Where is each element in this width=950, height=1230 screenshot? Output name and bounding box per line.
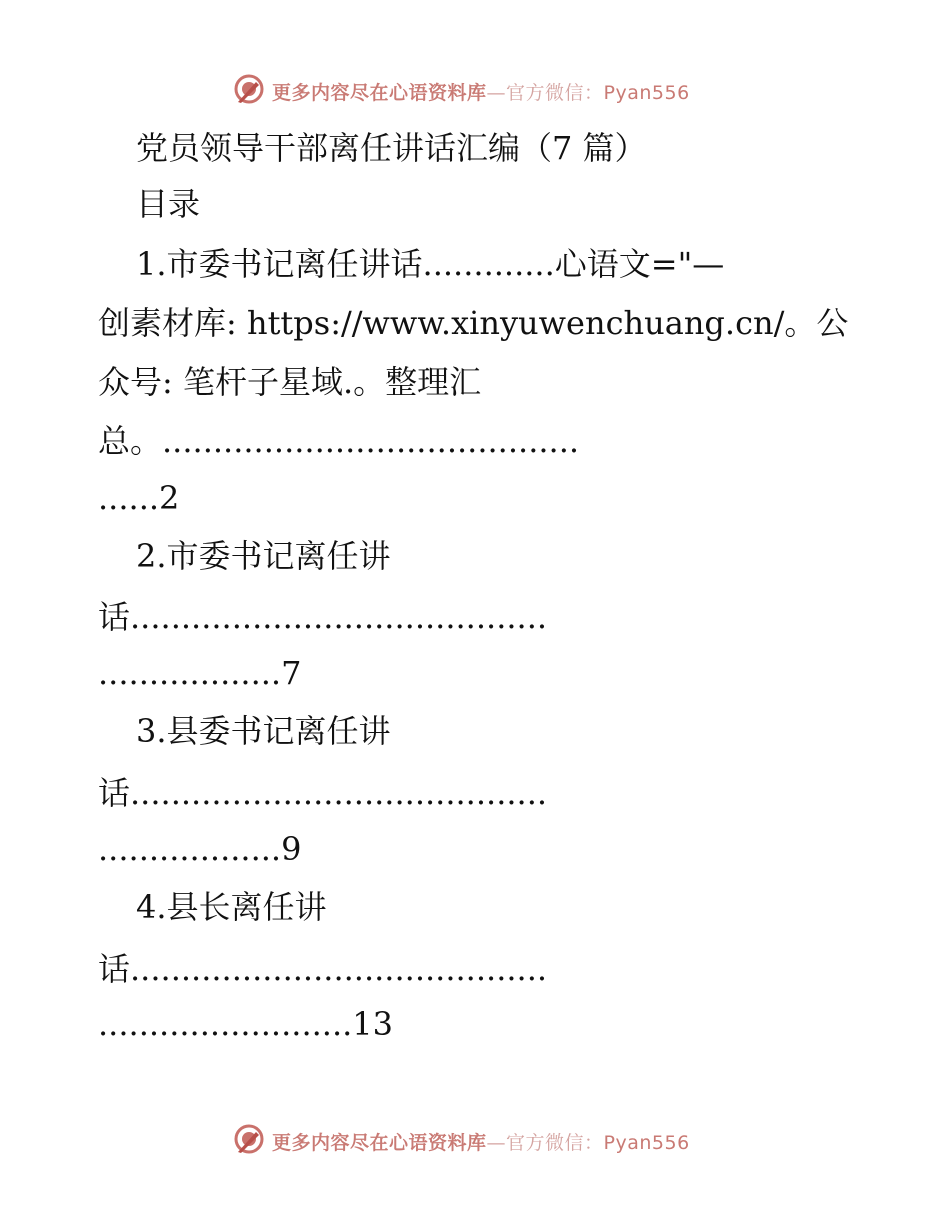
banner-wechat-id: Pyan556 xyxy=(603,1132,690,1154)
banner-wechat-label: 官方微信： xyxy=(506,1132,604,1154)
toc-line: 1.市委书记离任讲话.............心语文="— xyxy=(136,245,725,283)
toc-line: 总。......................................... xyxy=(98,422,580,460)
banner-wechat-label: 官方微信： xyxy=(506,82,604,104)
toc-line: 话......................................... xyxy=(98,598,548,636)
toc-line: 话......................................... xyxy=(98,774,548,812)
toc-entry-title: 2.市委书记离任讲 xyxy=(136,537,391,575)
pen-logo-icon xyxy=(234,1124,264,1154)
banner-dash: — xyxy=(486,1132,507,1154)
toc-line: 创素材库: https://www.xinyuwenchuang.cn/。公 xyxy=(98,304,849,342)
banner-text: 更多内容尽在心语资料库 xyxy=(272,82,487,104)
toc-page-number-line: ..................7 xyxy=(98,654,302,692)
toc-page-number-line: ......2 xyxy=(98,479,180,517)
toc-line: 话......................................... xyxy=(98,950,548,988)
header-banner xyxy=(0,70,950,114)
toc-page-number-line: .........................13 xyxy=(98,1005,394,1043)
toc-heading: 目录 xyxy=(136,185,201,223)
banner-dash: — xyxy=(486,82,507,104)
banner-text: 更多内容尽在心语资料库 xyxy=(272,1132,487,1154)
pen-logo-icon xyxy=(234,74,264,104)
banner-wechat-id: Pyan556 xyxy=(603,82,690,104)
document-title: 党员领导干部离任讲话汇编（7 篇） xyxy=(136,129,647,167)
toc-line: 众号: 笔杆子星域.。整理汇 xyxy=(98,363,482,401)
toc-entry-title: 3.县委书记离任讲 xyxy=(136,712,391,750)
footer-banner xyxy=(0,1120,950,1164)
toc-entry-title: 4.县长离任讲 xyxy=(136,888,327,926)
toc-page-number-line: ..................9 xyxy=(98,830,302,868)
